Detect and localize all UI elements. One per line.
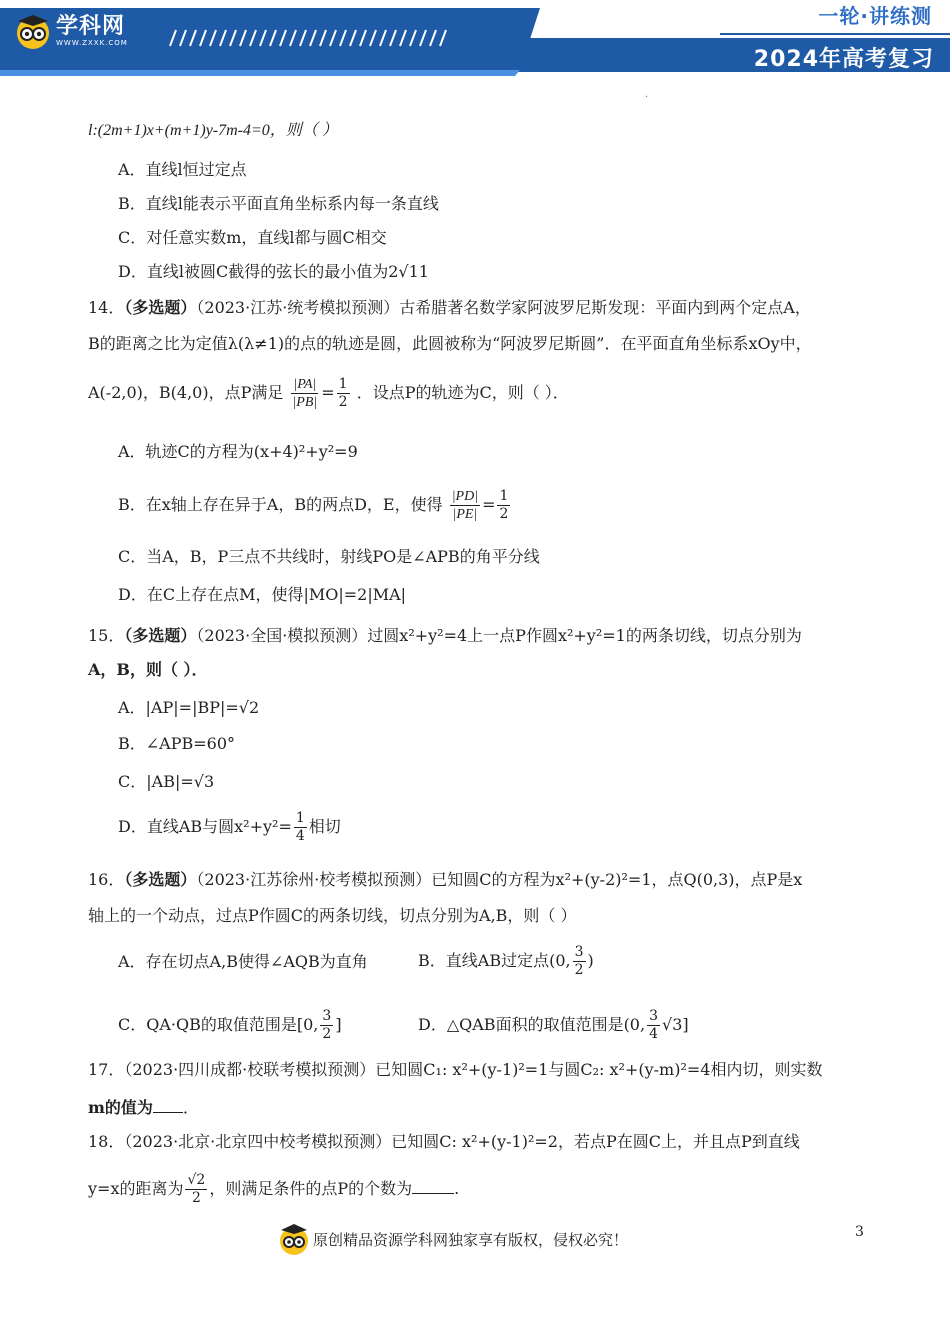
q16-option-b-text: B．直线AB过定点(0, xyxy=(418,951,571,970)
q17-number: 17． xyxy=(88,1060,125,1079)
q14-stem-line3: A(-2,0)，B(4,0)，点P满足 $\frac{|PA|}{|PB|}$ = $\frac{1}{2}$ ．设点P的轨迹为C，则（ ）． xyxy=(88,376,569,410)
q14-optb-half-den: 2 xyxy=(499,506,509,522)
q15-option-b: B．∠APB=60° xyxy=(118,734,236,753)
q14-optb-half-num: 1 xyxy=(499,488,509,504)
q18-answer-blank[interactable] xyxy=(412,1179,454,1194)
dot-mark: · xyxy=(645,92,649,103)
q14-stem1: 古希腊著名数学家阿波罗尼斯发现：平面内到两个定点A， xyxy=(399,298,811,317)
q16-optb-fraction xyxy=(573,944,586,979)
q16-stem-line2: 轴上的一个动点，过点P作圆C的两条切线，切点分别为A,B，则（ ） xyxy=(88,906,577,925)
q15-stem1: 过圆x²+y²=4上一点P作圆x²+y²=1的两条切线，切点分别为 xyxy=(367,626,802,645)
q14-option-b: B．在x轴上存在异于A，B的两点D，E，使得 $\frac{|PD|}{|PE|}$ = $\frac{1}{2}$ xyxy=(118,488,509,522)
q14-ratio-den: |PB| xyxy=(292,395,318,410)
q15-option-c: C．|AB|=√3 xyxy=(118,772,215,791)
q15-option-d xyxy=(118,810,341,845)
q13-stem-text: l:(2m+1)x+(m+1)y-7m-4=0，则（ ） xyxy=(88,122,338,139)
q17-source: （2023·四川成都·校联考模拟预测） xyxy=(124,1060,376,1079)
q18-fraction xyxy=(185,1172,207,1207)
q14-half-fraction xyxy=(337,376,350,411)
page-footer xyxy=(278,1222,628,1256)
q14-optb-num: |PD| xyxy=(451,489,479,504)
q15-option-d-tail: 相切 xyxy=(308,817,341,836)
owl-mascot-icon xyxy=(278,1222,310,1256)
q14-half-num: 1 xyxy=(338,376,348,392)
q16-tag: （多选题） xyxy=(124,870,197,889)
series-title: 一轮·讲练测 xyxy=(818,4,932,28)
q16-option-d-text: D．△QAB面积的取值范围是(0, xyxy=(418,1015,646,1034)
q16-optd-den: 4 xyxy=(649,1026,658,1042)
document-title: 2024年高考复习 xyxy=(753,47,934,72)
q18-stem-line2: y=x的距离为 $\frac{√2}{2}$ ，则满足条件的点P的个数为 . xyxy=(88,1172,460,1206)
q14-stem-line2: B的距离之比为定值λ(λ≠1)的点的轨迹是圆，此圆被称为“阿波罗尼斯圆”．在平面直角坐标系xOy中， xyxy=(88,334,812,353)
q14-ratio-fraction xyxy=(290,376,319,411)
q14-stem3b: ．设点P的轨迹为C，则（ ）． xyxy=(356,383,569,402)
q14-tag: （多选题） xyxy=(124,298,197,317)
q15-tag: （多选题） xyxy=(124,626,197,645)
q14-ratio-num: |PA| xyxy=(293,377,317,392)
q16-number: 16． xyxy=(88,870,125,889)
q18-frac-num: √2 xyxy=(187,1172,206,1188)
q14-stem3a: A(-2,0)，B(4,0)，点P满足 xyxy=(88,383,284,402)
q18-stem1: 已知圆C: x²+(y-1)²=2，若点P在圆C上，并且点P到直线 xyxy=(391,1132,800,1151)
q17-stem-line2: m的值为 ． xyxy=(88,1098,199,1117)
q16-stem1: 已知圆C的方程为x²+(y-2)²=1，点Q(0,3)，点P是x xyxy=(431,870,803,889)
q15-option-a: A．|AP|=|BP|=√2 xyxy=(118,698,260,717)
q16-stem-line1 xyxy=(88,868,802,892)
q14-option-b-text: B．在x轴上存在异于A，B的两点D，E，使得 xyxy=(118,495,443,514)
q15-option-d-text: D．直线AB与圆x²+y²= xyxy=(118,817,292,836)
q16-source: （2023·江苏徐州·校考模拟预测） xyxy=(196,870,432,889)
q13-option-a: A．直线l恒过定点 xyxy=(118,160,247,179)
logo xyxy=(14,12,128,50)
page-header xyxy=(0,0,950,78)
q16-optd-fraction xyxy=(647,1008,660,1043)
copyright-text: 原创精品资源学科网独家享有版权，侵权必究！ xyxy=(313,1230,629,1249)
q14-option-d: D．在C上存在点M，使得|MO|=2|MA| xyxy=(118,585,407,604)
q18-frac-den: 2 xyxy=(191,1190,201,1206)
q15-optd-den: 4 xyxy=(295,828,305,844)
owl-mascot-icon xyxy=(14,12,52,50)
q15-stem-line2: A，B，则（ ）． xyxy=(88,660,208,679)
q15-optd-num: 1 xyxy=(295,810,305,826)
q17-answer-blank[interactable] xyxy=(153,1098,183,1113)
q16-option-c: C．QA·QB的取值范围是[0, $\frac{3}{2}$ ] xyxy=(118,1008,342,1042)
logo-text xyxy=(56,15,128,48)
q14-number: 14． xyxy=(88,298,125,317)
q16-optc-den: 2 xyxy=(322,1026,332,1042)
q14-stem-line1 xyxy=(88,296,811,320)
logo-name: 学科网 xyxy=(56,13,126,39)
page-number: 3 xyxy=(855,1224,864,1240)
q14-source: （2023·江苏·统考模拟预测） xyxy=(196,298,400,317)
q16-optb-den: 2 xyxy=(574,962,584,978)
q17-stem2: m的值为 xyxy=(88,1098,153,1117)
q15-option-d-fraction xyxy=(294,810,307,845)
q15-source: （2023·全国·模拟预测） xyxy=(196,626,368,645)
q16-option-b: B．直线AB过定点(0, $\frac{3}{2}$ ) xyxy=(418,944,594,978)
q16-option-a: A．存在切点A,B使得∠AQB为直角 xyxy=(118,952,368,971)
q18-stem-line1 xyxy=(88,1130,800,1154)
q16-optc-fraction xyxy=(320,1008,333,1043)
q14-half-den: 2 xyxy=(338,394,348,410)
q18-stem2b: ，则满足条件的点P的个数为 xyxy=(209,1179,413,1198)
q17-stem1: 已知圆C₁: x²+(y-1)²=1与圆C₂: x²+(y-m)²=4相内切，则实数 xyxy=(375,1060,823,1079)
q13-option-b: B．直线l能表示平面直角坐标系内每一条直线 xyxy=(118,194,439,213)
q16-optb-num: 3 xyxy=(574,944,584,960)
q14-optb-den: |PE| xyxy=(452,507,478,522)
q13-option-d: D．直线l被圆C截得的弦长的最小值为2√11 xyxy=(118,262,429,281)
q13-stem xyxy=(88,118,338,143)
header-accent-line xyxy=(0,70,520,76)
q15-number: 15． xyxy=(88,626,125,645)
q14-option-b-fraction xyxy=(450,488,480,523)
q17-stem-line1 xyxy=(88,1058,822,1082)
q16-option-d: D．△QAB面积的取值范围是(0, $\frac{3}{4}$ √3] xyxy=(418,1008,689,1042)
q14-option-a: A．轨迹C的方程为(x+4)²+y²=9 xyxy=(118,442,358,461)
q18-number: 18． xyxy=(88,1132,125,1151)
q16-optd-num: 3 xyxy=(649,1008,658,1024)
q13-option-c: C．对任意实数m，直线l都与圆C相交 xyxy=(118,228,387,247)
logo-url: WWW.ZXXK.COM xyxy=(56,38,128,47)
q14-option-c: C．当A，B，P三点不共线时，射线PO是∠APB的角平分线 xyxy=(118,547,540,566)
q14-optb-half xyxy=(497,488,510,523)
q16-option-c-text: C．QA·QB的取值范围是[0, xyxy=(118,1015,319,1034)
q16-optc-num: 3 xyxy=(322,1008,332,1024)
q18-stem2a: y=x的距离为 xyxy=(88,1179,184,1198)
q18-source: （2023·北京·北京四中校考模拟预测） xyxy=(124,1132,392,1151)
q15-stem-line1 xyxy=(88,624,802,648)
